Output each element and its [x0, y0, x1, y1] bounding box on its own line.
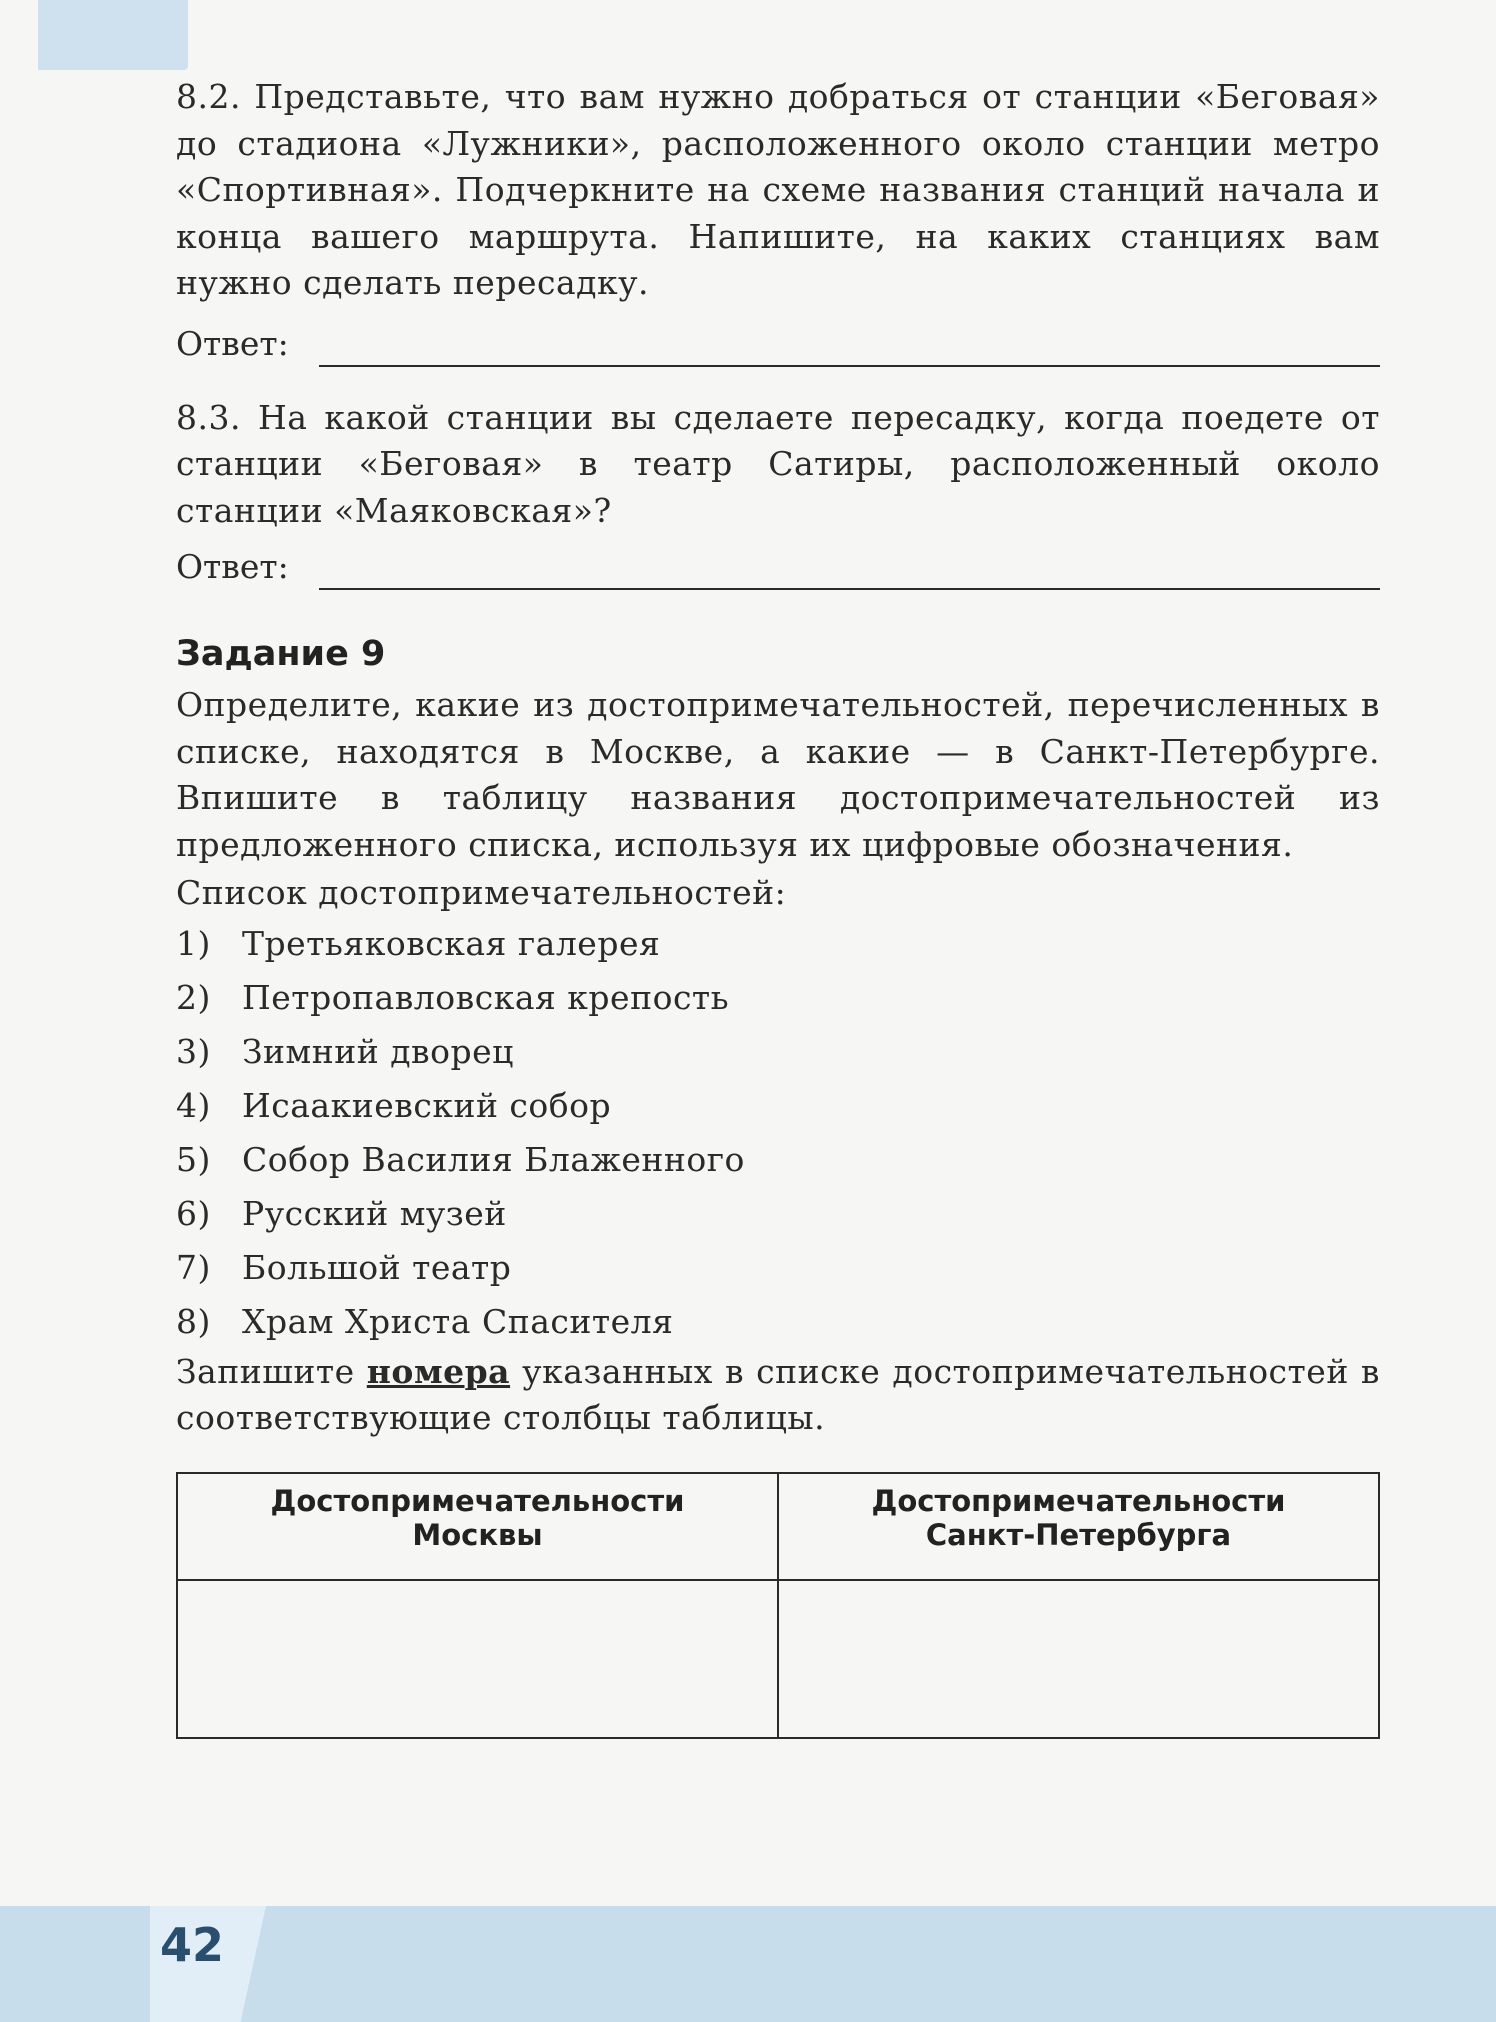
- answer-label: Ответ:: [176, 547, 289, 586]
- list-item: 8) Храм Христа Спасителя: [176, 1301, 674, 1341]
- answer-line-8-2[interactable]: [319, 327, 1380, 367]
- spb-column-header: Достопримечательности Санкт-Петербурга: [778, 1473, 1379, 1580]
- answer-label: Ответ:: [176, 323, 289, 363]
- landmark-list-title: Список достопримечательностей:: [176, 873, 787, 912]
- task-9-instruction: Запишите номера указанных в списке достопримечательностей в соответствующие столбцы таблицы.: [176, 1351, 1380, 1437]
- task-8-2-text: 8.2. Представьте, что вам нужно добраться от станции «Беговая» до стадиона «Лужники», расположенного около станции метро «Спортивная». Подчеркните на схеме названия станций начала и конца вашего маршрута. Напишите, на каких станциях вам нужно сделать пересадку.: [176, 77, 1380, 302]
- spb-answer-cell[interactable]: [778, 1580, 1379, 1738]
- table-row: [177, 1580, 1379, 1738]
- moscow-answer-cell[interactable]: [177, 1580, 778, 1738]
- page-number: 42: [160, 1918, 225, 1972]
- list-item: 5) Собор Василия Блаженного: [176, 1139, 745, 1179]
- landmarks-table: [176, 1472, 1380, 1739]
- list-item: 1) Третьяковская галерея: [176, 923, 661, 963]
- task-8-2-answer-row: [176, 321, 1380, 367]
- list-item: 3) Зимний дворец: [176, 1031, 514, 1071]
- landmark-list: [176, 917, 1380, 1349]
- list-item: 4) Исаакиевский собор: [176, 1085, 612, 1125]
- task-8-3-answer-row: [176, 544, 1380, 590]
- list-item: 6) Русский музей: [176, 1193, 507, 1233]
- table-header-row: [177, 1473, 1379, 1580]
- list-item: 2) Петропавловская крепость: [176, 977, 730, 1017]
- page-content: [176, 74, 1380, 1739]
- emphasis-numbers: номера: [366, 1351, 511, 1391]
- corner-decoration: [38, 0, 188, 70]
- task-9-heading: Задание 9: [176, 634, 386, 674]
- answer-line-8-3[interactable]: [319, 550, 1380, 590]
- task-8-3-text: 8.3. На какой станции вы сделаете пересадку, когда поедете от станции «Беговая» в театр Сатиры, расположенный около станции «Маяковская»?: [176, 397, 1380, 530]
- moscow-column-header: Достопримечательности Москвы: [177, 1473, 778, 1580]
- task-9-intro: Определите, какие из достопримечательностей, перечисленных в списке, находятся в Москве, а какие — в Санкт-Петербурге. Впишите в таблицу названия достопримечательностей из предложенного списка, используя их цифровые обозначения.: [176, 685, 1380, 864]
- list-item: 7) Большой театр: [176, 1247, 512, 1287]
